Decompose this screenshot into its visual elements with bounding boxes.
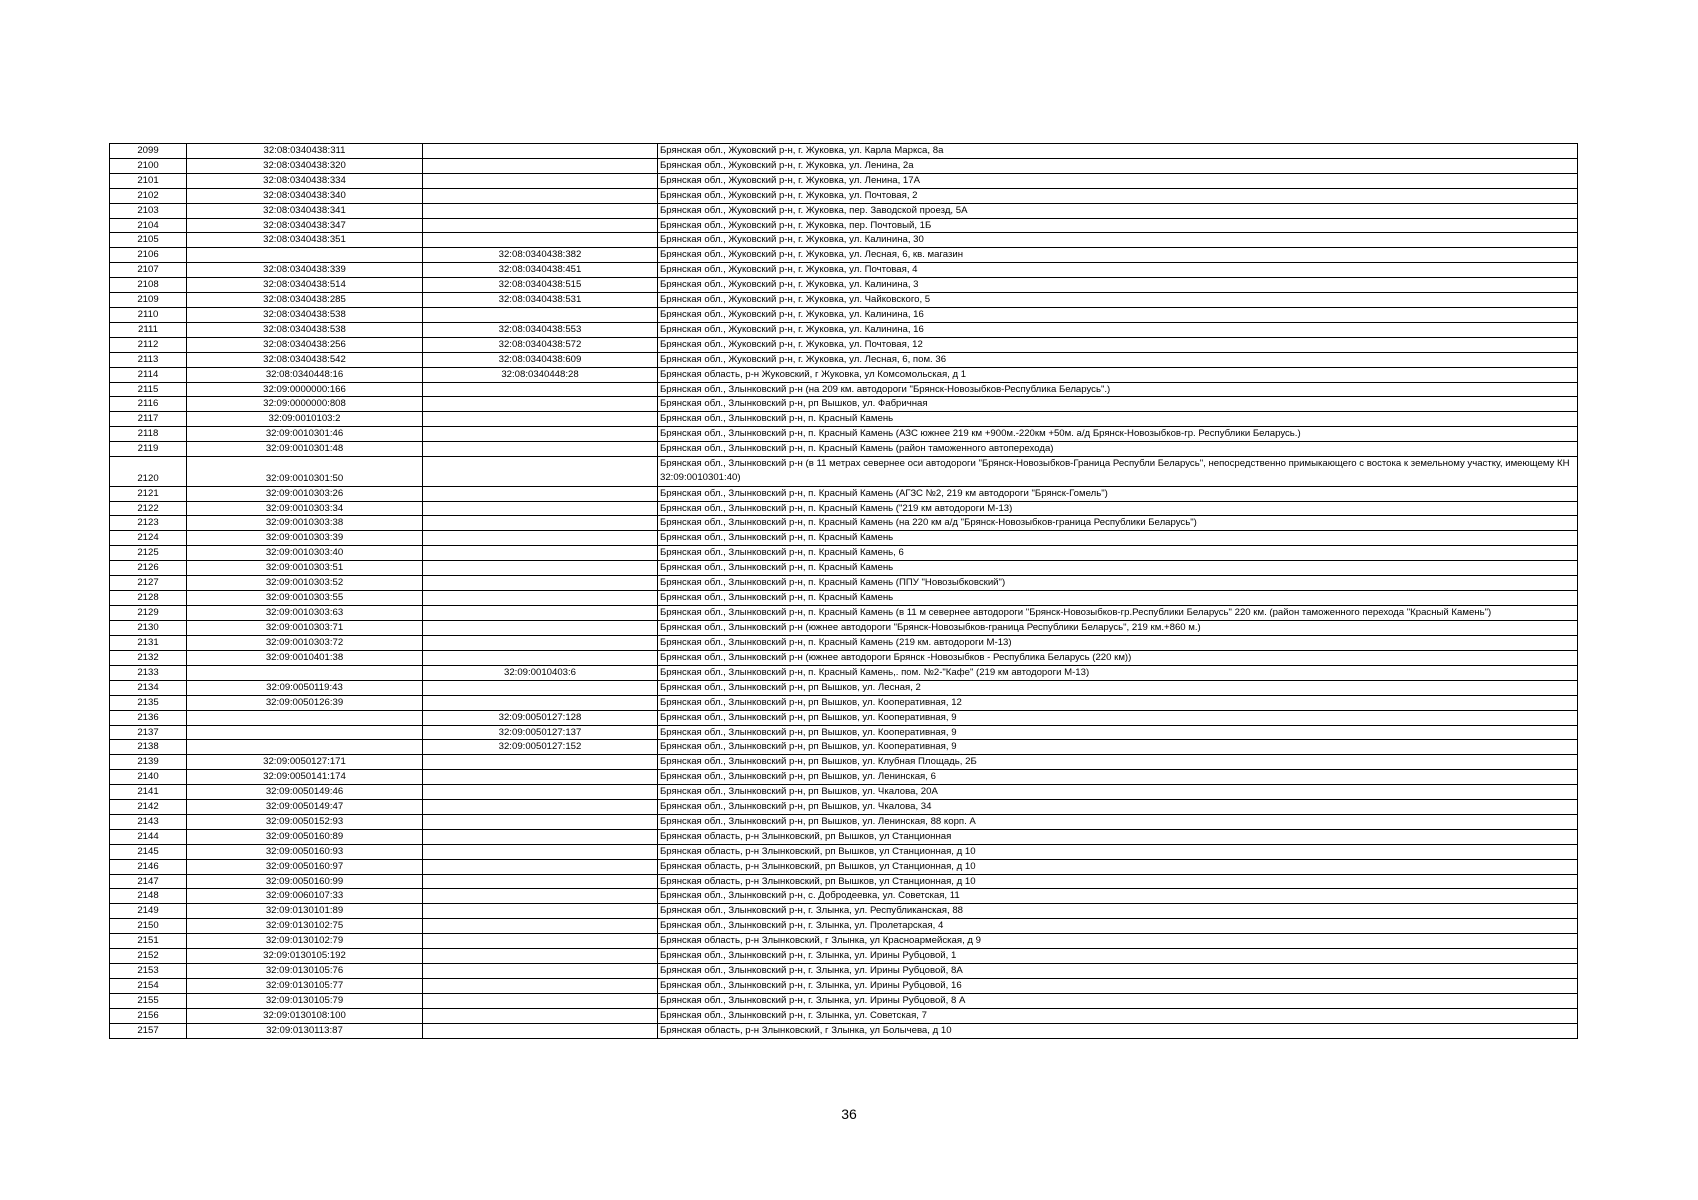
row-number-cell: 2108 — [110, 278, 187, 293]
cadastral-number-cell: 32:09:0010401:38 — [187, 650, 423, 665]
row-number-cell: 2120 — [110, 457, 187, 487]
row-number-cell: 2121 — [110, 486, 187, 501]
related-cadastral-number-cell — [423, 770, 658, 785]
row-number-cell: 2154 — [110, 978, 187, 993]
address-cell: Брянская обл., Злынковский р-н, п. Красный Камень (в 11 м севернее автодороги "Брянск-Новозыбков-гр.Республики Беларусь" 220 км. (район таможенного перехода "Красный Камень") — [658, 605, 1578, 620]
row-number-cell: 2156 — [110, 1008, 187, 1023]
row-number-cell: 2106 — [110, 248, 187, 263]
table-row — [110, 859, 1578, 874]
related-cadastral-number-cell — [423, 755, 658, 770]
cadastral-number-cell — [187, 248, 423, 263]
row-number-cell: 2107 — [110, 263, 187, 278]
related-cadastral-number-cell: 32:09:0050127:128 — [423, 710, 658, 725]
address-cell: Брянская обл., Злынковский р-н, п. Красный Камень (район таможенного автоперехода) — [658, 442, 1578, 457]
related-cadastral-number-cell — [423, 546, 658, 561]
address-cell: Брянская обл., Жуковский р-н, г. Жуковка, пер. Заводской проезд, 5А — [658, 203, 1578, 218]
table-row — [110, 442, 1578, 457]
row-number-cell: 2125 — [110, 546, 187, 561]
address-cell: Брянская обл., Злынковский р-н, п. Красный Камень, 6 — [658, 546, 1578, 561]
related-cadastral-number-cell — [423, 785, 658, 800]
table-row — [110, 665, 1578, 680]
address-cell: Брянская область, р-н Злынковский, рп Вышков, ул Станционная, д 10 — [658, 844, 1578, 859]
address-cell: Брянская область, р-н Злынковский, г Злынка, ул Красноармейская, д 9 — [658, 934, 1578, 949]
related-cadastral-number-cell — [423, 188, 658, 203]
row-number-cell: 2128 — [110, 590, 187, 605]
row-number-cell: 2134 — [110, 680, 187, 695]
cadastral-number-cell: 32:09:0010303:39 — [187, 531, 423, 546]
related-cadastral-number-cell — [423, 158, 658, 173]
table-row — [110, 412, 1578, 427]
cadastral-number-cell: 32:09:0010303:52 — [187, 576, 423, 591]
related-cadastral-number-cell — [423, 427, 658, 442]
address-cell: Брянская обл., Жуковский р-н, г. Жуковка, ул. Почтовая, 2 — [658, 188, 1578, 203]
table-row — [110, 1023, 1578, 1038]
address-cell: Брянская область, р-н Злынковский, рп Вышков, ул Станционная, д 10 — [658, 874, 1578, 889]
address-cell: Брянская обл., Злынковский р-н, г. Злынка, ул. Республиканская, 88 — [658, 904, 1578, 919]
row-number-cell: 2157 — [110, 1023, 187, 1038]
row-number-cell: 2153 — [110, 964, 187, 979]
row-number-cell: 2100 — [110, 158, 187, 173]
table-row — [110, 949, 1578, 964]
table-row — [110, 785, 1578, 800]
table-row — [110, 993, 1578, 1008]
table-row — [110, 1008, 1578, 1023]
table-row — [110, 293, 1578, 308]
address-cell: Брянская обл., Злынковский р-н (южнее автодороги Брянск -Новозыбков - Республика Беларусь (220 км)) — [658, 650, 1578, 665]
row-number-cell: 2152 — [110, 949, 187, 964]
related-cadastral-number-cell — [423, 874, 658, 889]
row-number-cell: 2114 — [110, 367, 187, 382]
address-cell: Брянская обл., Злынковский р-н, г. Злынка, ул. Ирины Рубцовой, 8 А — [658, 993, 1578, 1008]
table-row — [110, 158, 1578, 173]
related-cadastral-number-cell — [423, 590, 658, 605]
related-cadastral-number-cell — [423, 501, 658, 516]
cadastral-number-cell — [187, 710, 423, 725]
related-cadastral-number-cell — [423, 650, 658, 665]
row-number-cell: 2110 — [110, 307, 187, 322]
row-number-cell: 2116 — [110, 397, 187, 412]
row-number-cell: 2137 — [110, 725, 187, 740]
cadastral-number-cell: 32:09:0050149:47 — [187, 800, 423, 815]
cadastral-number-cell — [187, 740, 423, 755]
cadastral-number-cell: 32:08:0340438:285 — [187, 293, 423, 308]
row-number-cell: 2102 — [110, 188, 187, 203]
row-number-cell: 2130 — [110, 621, 187, 636]
cadastral-number-cell: 32:09:0050152:93 — [187, 814, 423, 829]
table-row — [110, 725, 1578, 740]
cadastral-number-cell: 32:08:0340438:514 — [187, 278, 423, 293]
address-cell: Брянская обл., Злынковский р-н, г. Злынка, ул. Советская, 7 — [658, 1008, 1578, 1023]
address-cell: Брянская обл., Злынковский р-н, п. Красный Камень (на 220 км а/д "Брянск-Новозыбков-граница Республики Беларусь") — [658, 516, 1578, 531]
cadastral-number-cell: 32:09:0010303:72 — [187, 636, 423, 651]
table-row — [110, 605, 1578, 620]
table-row — [110, 427, 1578, 442]
cadastral-number-cell: 32:09:0010303:51 — [187, 561, 423, 576]
row-number-cell: 2129 — [110, 605, 187, 620]
cadastral-number-cell: 32:09:0010303:63 — [187, 605, 423, 620]
cadastral-number-cell: 32:09:0130108:100 — [187, 1008, 423, 1023]
row-number-cell: 2140 — [110, 770, 187, 785]
table-row — [110, 561, 1578, 576]
table-row — [110, 800, 1578, 815]
related-cadastral-number-cell: 32:09:0050127:152 — [423, 740, 658, 755]
related-cadastral-number-cell — [423, 621, 658, 636]
related-cadastral-number-cell — [423, 814, 658, 829]
address-cell: Брянская обл., Злынковский р-н, рп Вышков, ул. Клубная Площадь, 2Б — [658, 755, 1578, 770]
address-cell: Брянская обл., Злынковский р-н, п. Красный Камень — [658, 561, 1578, 576]
address-cell: Брянская область, р-н Злынковский, г Злынка, ул Болычева, д 10 — [658, 1023, 1578, 1038]
cadastral-number-cell: 32:08:0340438:538 — [187, 322, 423, 337]
table-row — [110, 457, 1578, 487]
table-row — [110, 382, 1578, 397]
table-row — [110, 367, 1578, 382]
cadastral-number-cell: 32:08:0340438:311 — [187, 144, 423, 159]
row-number-cell: 2139 — [110, 755, 187, 770]
address-cell: Брянская обл., Жуковский р-н, г. Жуковка, ул. Ленина, 17А — [658, 173, 1578, 188]
cadastral-number-cell: 32:09:0010303:40 — [187, 546, 423, 561]
row-number-cell: 2126 — [110, 561, 187, 576]
address-cell: Брянская обл., Злынковский р-н, рп Вышков, ул. Кооперативная, 9 — [658, 710, 1578, 725]
address-cell: Брянская обл., Злынковский р-н, п. Красный Камень — [658, 412, 1578, 427]
related-cadastral-number-cell — [423, 889, 658, 904]
related-cadastral-number-cell: 32:08:0340438:451 — [423, 263, 658, 278]
table-row — [110, 889, 1578, 904]
address-cell: Брянская обл., Жуковский р-н, г. Жуковка, ул. Почтовая, 4 — [658, 263, 1578, 278]
row-number-cell: 2117 — [110, 412, 187, 427]
row-number-cell: 2155 — [110, 993, 187, 1008]
address-cell: Брянская обл., Злынковский р-н, г. Злынка, ул. Ирины Рубцовой, 1 — [658, 949, 1578, 964]
address-cell: Брянская обл., Злынковский р-н, г. Злынка, ул. Ирины Рубцовой, 8А — [658, 964, 1578, 979]
related-cadastral-number-cell — [423, 680, 658, 695]
cadastral-number-cell — [187, 725, 423, 740]
address-cell: Брянская обл., Злынковский р-н, рп Вышков, ул. Фабричная — [658, 397, 1578, 412]
table-row — [110, 233, 1578, 248]
table-row — [110, 978, 1578, 993]
address-cell: Брянская обл., Жуковский р-н, г. Жуковка, ул. Почтовая, 12 — [658, 337, 1578, 352]
table-row — [110, 695, 1578, 710]
row-number-cell: 2101 — [110, 173, 187, 188]
address-cell: Брянская обл., Жуковский р-н, г. Жуковка, пер. Почтовый, 1Б — [658, 218, 1578, 233]
related-cadastral-number-cell — [423, 949, 658, 964]
table-row — [110, 397, 1578, 412]
table-row — [110, 352, 1578, 367]
related-cadastral-number-cell: 32:08:0340438:382 — [423, 248, 658, 263]
cadastral-number-cell: 32:09:0130101:89 — [187, 904, 423, 919]
related-cadastral-number-cell — [423, 531, 658, 546]
related-cadastral-number-cell — [423, 233, 658, 248]
related-cadastral-number-cell — [423, 964, 658, 979]
cadastral-number-cell: 32:09:0010303:26 — [187, 486, 423, 501]
related-cadastral-number-cell — [423, 993, 658, 1008]
cadastral-number-cell: 32:08:0340438:320 — [187, 158, 423, 173]
address-cell: Брянская обл., Злынковский р-н, рп Вышков, ул. Чкалова, 20А — [658, 785, 1578, 800]
cadastral-number-cell: 32:08:0340438:542 — [187, 352, 423, 367]
row-number-cell: 2132 — [110, 650, 187, 665]
cadastral-number-cell: 32:09:0050160:97 — [187, 859, 423, 874]
table-row — [110, 188, 1578, 203]
address-cell: Брянская обл., Злынковский р-н, с. Добродеевка, ул. Советская, 11 — [658, 889, 1578, 904]
table-row — [110, 173, 1578, 188]
table-row — [110, 934, 1578, 949]
address-cell: Брянская обл., Жуковский р-н, г. Жуковка, ул. Калинина, 3 — [658, 278, 1578, 293]
table-row — [110, 144, 1578, 159]
address-cell: Брянская обл., Жуковский р-н, г. Жуковка, ул. Чайковского, 5 — [658, 293, 1578, 308]
cadastral-number-cell: 32:08:0340438:538 — [187, 307, 423, 322]
related-cadastral-number-cell: 32:08:0340438:515 — [423, 278, 658, 293]
cadastral-number-cell: 32:09:0000000:808 — [187, 397, 423, 412]
related-cadastral-number-cell — [423, 636, 658, 651]
register-table-body — [110, 144, 1578, 1039]
cadastral-number-cell: 32:08:0340438:334 — [187, 173, 423, 188]
table-row — [110, 621, 1578, 636]
address-cell: Брянская область, р-н Злынковский, рп Вышков, ул Станционная — [658, 829, 1578, 844]
related-cadastral-number-cell — [423, 218, 658, 233]
table-row — [110, 964, 1578, 979]
table-row — [110, 546, 1578, 561]
related-cadastral-number-cell — [423, 919, 658, 934]
row-number-cell: 2149 — [110, 904, 187, 919]
address-cell: Брянская обл., Злынковский р-н, рп Вышков, ул. Ленинская, 88 корп. А — [658, 814, 1578, 829]
row-number-cell: 2124 — [110, 531, 187, 546]
cadastral-number-cell: 32:09:0050119:43 — [187, 680, 423, 695]
cadastral-number-cell: 32:09:0000000:166 — [187, 382, 423, 397]
table-row — [110, 307, 1578, 322]
row-number-cell: 2133 — [110, 665, 187, 680]
cadastral-number-cell: 32:08:0340438:339 — [187, 263, 423, 278]
address-cell: Брянская область, р-н Жуковский, г Жуковка, ул Комсомольская, д 1 — [658, 367, 1578, 382]
cadastral-number-cell: 32:08:0340438:340 — [187, 188, 423, 203]
related-cadastral-number-cell — [423, 844, 658, 859]
related-cadastral-number-cell — [423, 934, 658, 949]
cadastral-number-cell: 32:09:0050160:93 — [187, 844, 423, 859]
related-cadastral-number-cell — [423, 307, 658, 322]
row-number-cell: 2118 — [110, 427, 187, 442]
related-cadastral-number-cell — [423, 904, 658, 919]
related-cadastral-number-cell — [423, 1008, 658, 1023]
table-row — [110, 322, 1578, 337]
cadastral-number-cell: 32:09:0010301:48 — [187, 442, 423, 457]
row-number-cell: 2105 — [110, 233, 187, 248]
table-row — [110, 710, 1578, 725]
row-number-cell: 2151 — [110, 934, 187, 949]
table-row — [110, 590, 1578, 605]
table-row — [110, 844, 1578, 859]
row-number-cell: 2099 — [110, 144, 187, 159]
row-number-cell: 2127 — [110, 576, 187, 591]
address-cell: Брянская обл., Злынковский р-н (южнее автодороги "Брянск-Новозыбков-граница Республики Беларусь", 219 км.+860 м.) — [658, 621, 1578, 636]
row-number-cell: 2123 — [110, 516, 187, 531]
row-number-cell: 2103 — [110, 203, 187, 218]
table-row — [110, 904, 1578, 919]
page-number: 36 — [841, 1106, 857, 1122]
related-cadastral-number-cell — [423, 1023, 658, 1038]
address-cell: Брянская обл., Злынковский р-н, п. Красный Камень — [658, 590, 1578, 605]
row-number-cell: 2109 — [110, 293, 187, 308]
row-number-cell: 2111 — [110, 322, 187, 337]
address-cell: Брянская обл., Злынковский р-н, п. Красный Камень (ППУ "Новозыбковский") — [658, 576, 1578, 591]
cadastral-number-cell: 32:09:0050141:174 — [187, 770, 423, 785]
row-number-cell: 2143 — [110, 814, 187, 829]
address-cell: Брянская обл., Злынковский р-н, рп Вышков, ул. Кооперативная, 12 — [658, 695, 1578, 710]
cadastral-number-cell: 32:09:0130102:75 — [187, 919, 423, 934]
row-number-cell: 2147 — [110, 874, 187, 889]
related-cadastral-number-cell: 32:08:0340438:609 — [423, 352, 658, 367]
related-cadastral-number-cell — [423, 173, 658, 188]
related-cadastral-number-cell — [423, 561, 658, 576]
table-row — [110, 919, 1578, 934]
address-cell: Брянская обл., Злынковский р-н, рп Вышков, ул. Ленинская, 6 — [658, 770, 1578, 785]
related-cadastral-number-cell — [423, 829, 658, 844]
cadastral-number-cell — [187, 665, 423, 680]
row-number-cell: 2122 — [110, 501, 187, 516]
row-number-cell: 2104 — [110, 218, 187, 233]
address-cell: Брянская обл., Жуковский р-н, г. Жуковка, ул. Лесная, 6, кв. магазин — [658, 248, 1578, 263]
cadastral-number-cell: 32:09:0050160:99 — [187, 874, 423, 889]
related-cadastral-number-cell: 32:08:0340438:531 — [423, 293, 658, 308]
row-number-cell: 2144 — [110, 829, 187, 844]
related-cadastral-number-cell: 32:09:0010403:6 — [423, 665, 658, 680]
cadastral-number-cell: 32:09:0010303:71 — [187, 621, 423, 636]
address-cell: Брянская обл., Злынковский р-н, п. Красный Камень (219 км. автодороги М-13) — [658, 636, 1578, 651]
related-cadastral-number-cell — [423, 382, 658, 397]
cadastral-number-cell: 32:09:0050160:89 — [187, 829, 423, 844]
cadastral-number-cell: 32:09:0130102:79 — [187, 934, 423, 949]
cadastral-number-cell: 32:09:0130105:76 — [187, 964, 423, 979]
row-number-cell: 2148 — [110, 889, 187, 904]
table-row — [110, 576, 1578, 591]
row-number-cell: 2131 — [110, 636, 187, 651]
address-cell: Брянская обл., Жуковский р-н, г. Жуковка, ул. Калинина, 30 — [658, 233, 1578, 248]
cadastral-number-cell: 32:09:0130105:79 — [187, 993, 423, 1008]
related-cadastral-number-cell — [423, 576, 658, 591]
address-cell: Брянская обл., Злынковский р-н, п. Красный Камень ("219 км автодороги М-13) — [658, 501, 1578, 516]
table-row — [110, 263, 1578, 278]
address-cell: Брянская обл., Жуковский р-н, г. Жуковка, ул. Карла Маркса, 8а — [658, 144, 1578, 159]
table-row — [110, 531, 1578, 546]
related-cadastral-number-cell — [423, 412, 658, 427]
table-row — [110, 278, 1578, 293]
table-row — [110, 814, 1578, 829]
cadastral-number-cell: 32:09:0010303:55 — [187, 590, 423, 605]
address-cell: Брянская обл., Жуковский р-н, г. Жуковка, ул. Лесная, 6, пом. 36 — [658, 352, 1578, 367]
address-cell: Брянская обл., Злынковский р-н, г. Злынка, ул. Пролетарская, 4 — [658, 919, 1578, 934]
cadastral-number-cell: 32:09:0130105:77 — [187, 978, 423, 993]
cadastral-number-cell: 32:08:0340438:351 — [187, 233, 423, 248]
address-cell: Брянская обл., Злынковский р-н, рп Вышков, ул. Кооперативная, 9 — [658, 740, 1578, 755]
table-row — [110, 486, 1578, 501]
related-cadastral-number-cell: 32:08:0340438:553 — [423, 322, 658, 337]
table-row — [110, 248, 1578, 263]
related-cadastral-number-cell: 32:09:0050127:137 — [423, 725, 658, 740]
related-cadastral-number-cell — [423, 486, 658, 501]
cadastral-number-cell: 32:09:0010103:2 — [187, 412, 423, 427]
cadastral-number-cell: 32:09:0010301:46 — [187, 427, 423, 442]
related-cadastral-number-cell — [423, 800, 658, 815]
table-row — [110, 874, 1578, 889]
address-cell: Брянская обл., Злынковский р-н, п. Красный Камень,. пом. №2-"Кафе" (219 км автодороги М-13) — [658, 665, 1578, 680]
row-number-cell: 2138 — [110, 740, 187, 755]
table-row — [110, 501, 1578, 516]
row-number-cell: 2142 — [110, 800, 187, 815]
row-number-cell: 2112 — [110, 337, 187, 352]
address-cell: Брянская обл., Злынковский р-н, рп Вышков, ул. Кооперативная, 9 — [658, 725, 1578, 740]
cadastral-number-cell: 32:09:0050149:46 — [187, 785, 423, 800]
table-row — [110, 770, 1578, 785]
related-cadastral-number-cell — [423, 695, 658, 710]
table-row — [110, 636, 1578, 651]
table-row — [110, 829, 1578, 844]
cadastral-number-cell: 32:09:0010303:38 — [187, 516, 423, 531]
cadastral-number-cell: 32:08:0340438:256 — [187, 337, 423, 352]
table-row — [110, 755, 1578, 770]
table-row — [110, 740, 1578, 755]
row-number-cell: 2141 — [110, 785, 187, 800]
cadastral-number-cell: 32:09:0050127:171 — [187, 755, 423, 770]
related-cadastral-number-cell — [423, 397, 658, 412]
row-number-cell: 2113 — [110, 352, 187, 367]
cadastral-number-cell: 32:09:0060107:33 — [187, 889, 423, 904]
related-cadastral-number-cell — [423, 859, 658, 874]
address-cell: Брянская обл., Злынковский р-н, п. Красный Камень (АГЗС №2, 219 км автодороги "Брянск-Гомель") — [658, 486, 1578, 501]
address-cell: Брянская область, р-н Злынковский, рп Вышков, ул Станционная, д 10 — [658, 859, 1578, 874]
related-cadastral-number-cell — [423, 203, 658, 218]
cadastral-number-cell: 32:08:0340438:347 — [187, 218, 423, 233]
property-register-table — [109, 143, 1578, 1039]
address-cell: Брянская обл., Злынковский р-н (на 209 км. автодороги "Брянск-Новозыбков-Республика Беларусь".) — [658, 382, 1578, 397]
table-row — [110, 203, 1578, 218]
related-cadastral-number-cell — [423, 442, 658, 457]
table-row — [110, 680, 1578, 695]
row-number-cell: 2136 — [110, 710, 187, 725]
address-cell: Брянская обл., Жуковский р-н, г. Жуковка, ул. Калинина, 16 — [658, 322, 1578, 337]
related-cadastral-number-cell: 32:08:0340448:28 — [423, 367, 658, 382]
related-cadastral-number-cell: 32:08:0340438:572 — [423, 337, 658, 352]
related-cadastral-number-cell — [423, 457, 658, 487]
cadastral-number-cell: 32:09:0130113:87 — [187, 1023, 423, 1038]
table-row — [110, 650, 1578, 665]
address-cell: Брянская обл., Жуковский р-н, г. Жуковка, ул. Калинина, 16 — [658, 307, 1578, 322]
table-row — [110, 337, 1578, 352]
row-number-cell: 2150 — [110, 919, 187, 934]
cadastral-number-cell: 32:09:0010303:34 — [187, 501, 423, 516]
cadastral-number-cell: 32:09:0010301:50 — [187, 457, 423, 487]
row-number-cell: 2135 — [110, 695, 187, 710]
cadastral-number-cell: 32:08:0340448:16 — [187, 367, 423, 382]
address-cell: Брянская обл., Злынковский р-н, п. Красный Камень (АЗС южнее 219 км +900м.-220км +50м. а/д Брянск-Новозыбков-гр. Республики Беларусь.) — [658, 427, 1578, 442]
related-cadastral-number-cell — [423, 144, 658, 159]
row-number-cell: 2146 — [110, 859, 187, 874]
address-cell: Брянская обл., Злынковский р-н (в 11 метрах севернее оси автодороги "Брянск-Новозыбков-Граница Республи Беларусь", непосредственно примыкающего с востока к земельному участку, имеющему КН 32:09:0010301:40) — [658, 457, 1578, 487]
row-number-cell: 2145 — [110, 844, 187, 859]
row-number-cell: 2115 — [110, 382, 187, 397]
row-number-cell: 2119 — [110, 442, 187, 457]
table-row — [110, 218, 1578, 233]
table-row — [110, 516, 1578, 531]
related-cadastral-number-cell — [423, 605, 658, 620]
address-cell: Брянская обл., Злынковский р-н, рп Вышков, ул. Лесная, 2 — [658, 680, 1578, 695]
address-cell: Брянская обл., Злынковский р-н, г. Злынка, ул. Ирины Рубцовой, 16 — [658, 978, 1578, 993]
related-cadastral-number-cell — [423, 978, 658, 993]
cadastral-number-cell: 32:08:0340438:341 — [187, 203, 423, 218]
related-cadastral-number-cell — [423, 516, 658, 531]
cadastral-number-cell: 32:09:0050126:39 — [187, 695, 423, 710]
address-cell: Брянская обл., Злынковский р-н, п. Красный Камень — [658, 531, 1578, 546]
address-cell: Брянская обл., Злынковский р-н, рп Вышков, ул. Чкалова, 34 — [658, 800, 1578, 815]
address-cell: Брянская обл., Жуковский р-н, г. Жуковка, ул. Ленина, 2а — [658, 158, 1578, 173]
cadastral-number-cell: 32:09:0130105:192 — [187, 949, 423, 964]
